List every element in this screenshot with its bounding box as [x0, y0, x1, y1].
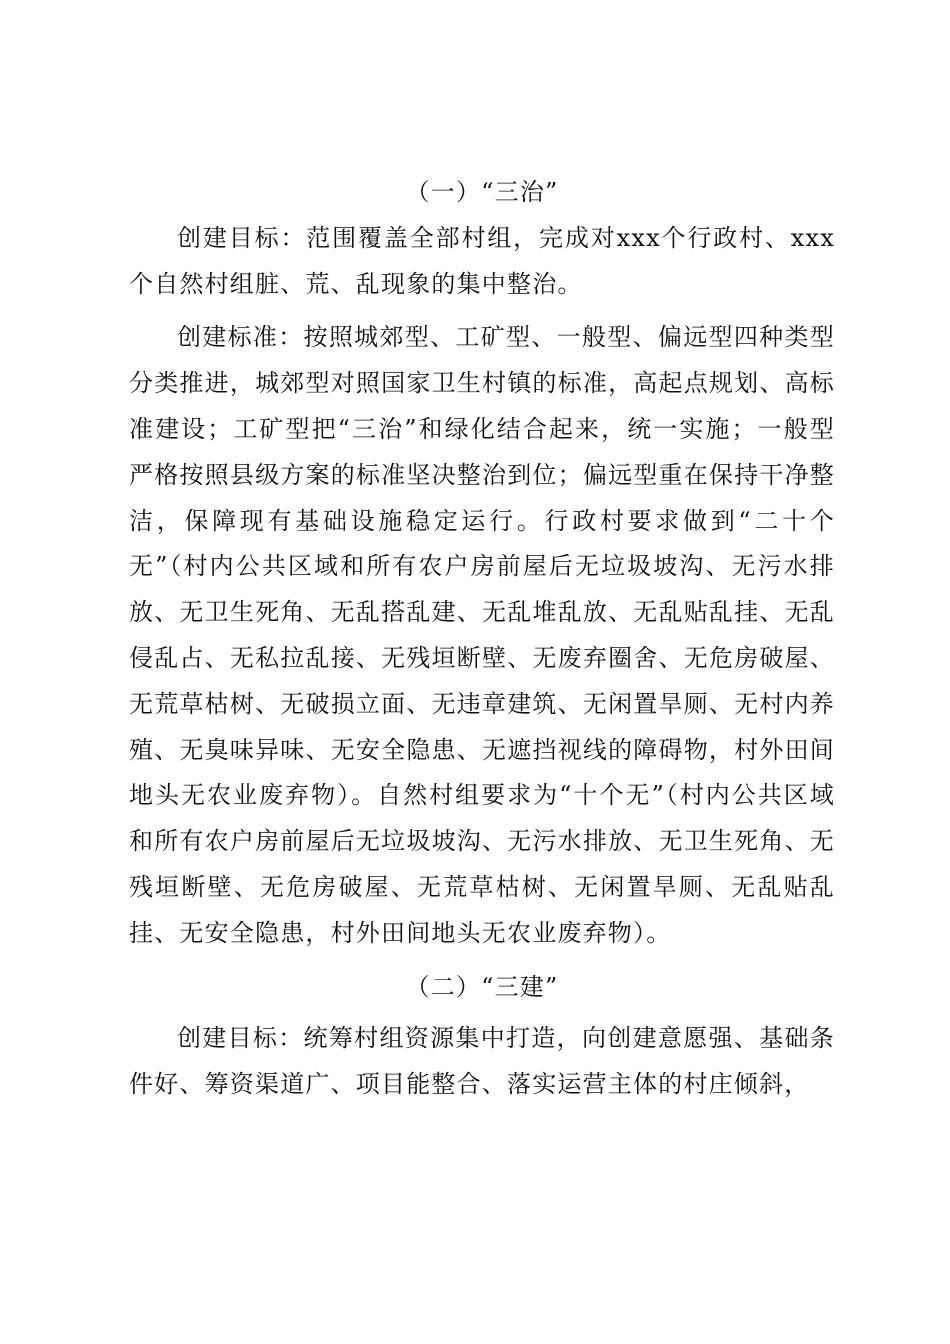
- section-heading-1: （一）“三治”: [405, 178, 559, 206]
- paragraph-standard-1: 创建标准：按照城郊型、工矿型、一般型、偏远型四种类型分类推进，城郊型对照国家卫生村镇的标准，高起点规划、高标准建设；工矿型把“三治”和绿化结合起来，统一实施；一般型严格按照县级方案的标准坚决整治到位；偏远型重在保持干净整洁，保障现有基础设施稳定运行。行政村要求做到“二十个无”（村内公共区域和所有农户房前屋后无垃圾坡沟、无污水排放、无卫生死角、无乱搭乱建、无乱堆乱放、无乱贴乱挂、无乱侵乱占、无私拉乱接、无残垣断壁、无废弃圈舍、无危房破屋、无荒草枯树、无破损立面、无违章建筑、无闲置旱厕、无村内养殖、无臭味异味、无安全隐患、无遮挡视线的障碍物，村外田间地头无农业废弃物）。自然村组要求为“十个无”（村内公共区域和所有农户房前屋后无垃圾坡沟、无污水排放、无卫生死角、无残垣断壁、无危房破屋、无荒草枯树、无闲置旱厕、无乱贴乱挂、无安全隐患，村外田间地头无农业废弃物）。: [129, 323, 835, 947]
- section-heading-2: （二）“三建”: [405, 972, 559, 1001]
- document-body: [129, 178, 835, 1108]
- paragraph-goal-1: 创建目标：范围覆盖全部村组，完成对xxx个行政村、xxx个自然村组脏、荒、乱现象的集中整治。: [129, 223, 835, 298]
- paragraph-goal-2: 创建目标：统筹村组资源集中打造，向创建意愿强、基础条件好、筹资渠道广、项目能整合、落实运营主体的村庄倾斜，: [129, 1024, 835, 1099]
